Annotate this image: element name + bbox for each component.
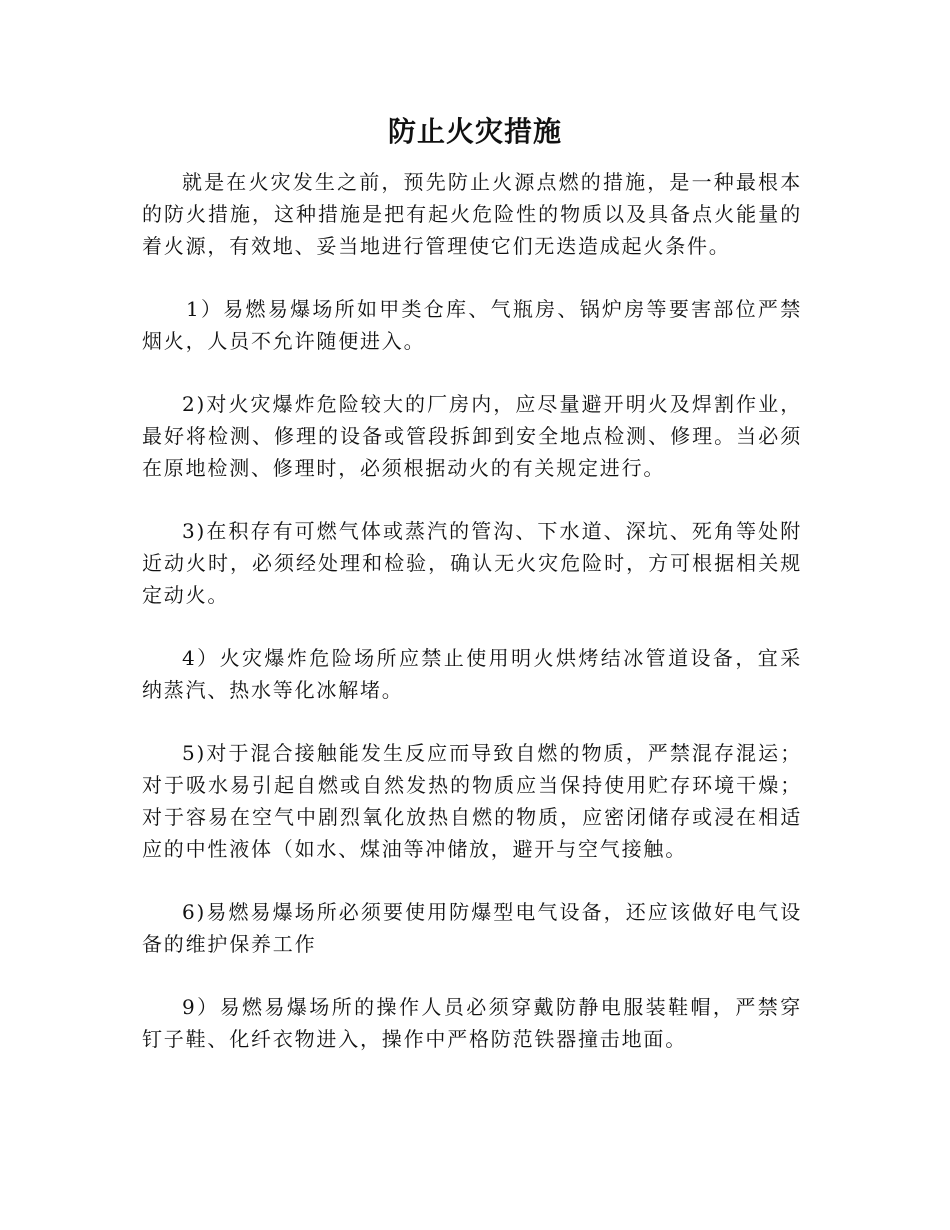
paragraph-item-2: 2)对火灾爆炸危险较大的厂房内，应尽量避开明火及焊割作业，最好将检测、修理的设备或管段拆卸到安全地点检测、修理。当必须在原地检测、修理时，必须根据动火的有关规定进行。 xyxy=(142,392,802,480)
paragraph-item-4: 4）火灾爆炸危险场所应禁止使用明火烘烤结冰管道设备，宜采纳蒸汽、热水等化冰解堵。 xyxy=(142,646,802,702)
paragraph-item-9: 9）易燃易爆场所的操作人员必须穿戴防静电服装鞋帽，严禁穿钉子鞋、化纤衣物进入，操作中严格防范铁器撞击地面。 xyxy=(142,995,802,1051)
paragraph-intro: 就是在火灾发生之前，预先防止火源点燃的措施，是一种最根本的防火措施，这种措施是把有起火危险性的物质以及具备点火能量的着火源，有效地、妥当地进行管理使它们无迭造成起火条件。 xyxy=(142,170,802,258)
paragraph-item-3: 3)在积存有可燃气体或蒸汽的管沟、下水道、深坑、死角等处附近动火时，必须经处理和检验，确认无火灾危险时，方可根据相关规定动火。 xyxy=(142,519,802,607)
paragraph-item-1: 1）易燃易爆场所如甲类仓库、气瓶房、锅炉房等要害部位严禁烟火，人员不允许随便进入。 xyxy=(142,297,802,353)
document-body xyxy=(142,166,802,1086)
paragraph-item-6: 6)易燃易爆场所必须要使用防爆型电气设备，还应该做好电气设备的维护保养工作 xyxy=(142,900,802,956)
paragraph-item-5: 5)对于混合接触能发生反应而导致自燃的物质，严禁混存混运；对于吸水易引起自燃或自然发热的物质应当保持使用贮存环境干燥；对于容易在空气中剧烈氧化放热自燃的物质，应密闭储存或浸在相适应的中性液体（如水、煤油等冲储放，避开与空气接触。 xyxy=(142,741,802,861)
page-title: 防止火灾措施 xyxy=(387,115,562,148)
